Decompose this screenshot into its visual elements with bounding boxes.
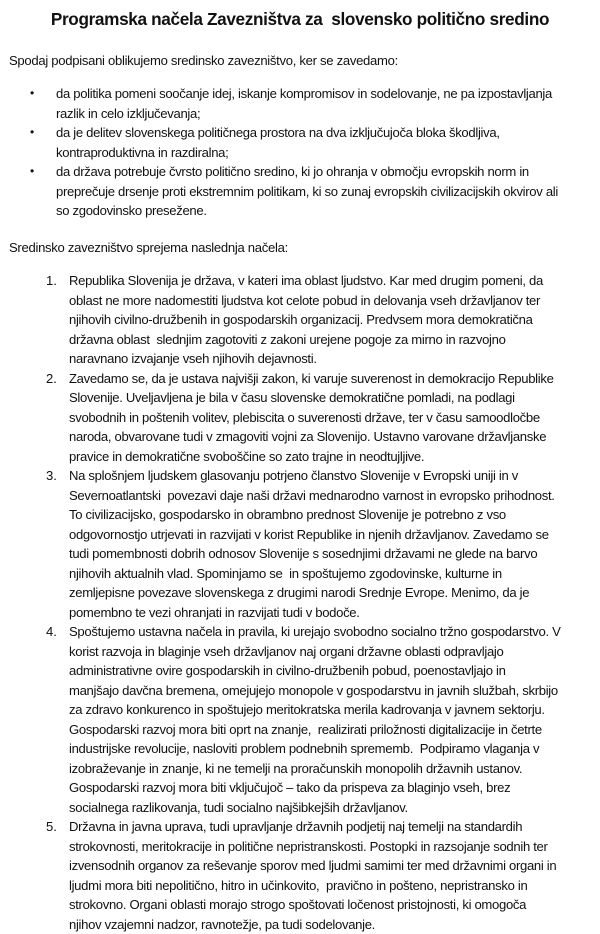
principle-text-line: naravnano izvajanje vseh njihovih dejavnosti.: [69, 349, 600, 369]
principle-text-line: tudi pomembnosti dobrih odnosov Slovenije s sosednjimi državami ne glede na barvo: [69, 544, 600, 564]
principle-text-line: Spoštujemo ustavna načela in pravila, ki urejajo svobodno socialno tržno gospodarstvo. V: [69, 622, 600, 642]
principle-text-line: pomembno te vezi ohranjati in razvijati tudi v bodoče.: [69, 603, 600, 623]
bullet-text-line: da politika pomeni soočanje idej, iskanje kompromisov in sodelovanje, ne pa izpostavljanja: [56, 84, 600, 104]
principle-text-line: državna oblast slednjim zagotoviti z zakoni urejene pogoje za mirno in razvojno: [69, 330, 600, 350]
principle-text-line: korist razvoja in blaginje vseh državljanov naj organi državne oblasti odpravljajo: [69, 642, 600, 662]
principle-text-line: izvensodnih organov za reševanje sporov med ljudmi samimi ter med državnimi organi in: [69, 856, 600, 876]
principle-text-line: oblast ne more nadomestiti ljudstva kot celote pobud in delovanja vseh državljanov ter: [69, 291, 600, 311]
bullet-text-line: kontraproduktivna in razdiralna;: [56, 143, 600, 163]
principle-item-4: [0, 622, 600, 817]
principle-text-line: svobodnih in poštenih volitev, plebiscita o suverenosti države, ter v času samoodločbe: [69, 408, 600, 428]
principle-text-line: ljudmi mora biti nepolitično, hitro in učinkovito, pravično in pošteno, nepristransko in: [69, 876, 600, 896]
bullet-text-line: da je delitev slovenskega političnega prostora na dva izključujoča bloka škodljiva,: [56, 123, 600, 143]
principle-text-line: Zavedamo se, da je ustava najvišji zakon, ki varuje suverenost in demokracijo Republike: [69, 369, 600, 389]
principle-text-line: naroda, obvarovane tudi v zmagoviti vojni za Slovenijo. Ustavno varovane državljanske: [69, 427, 600, 447]
principle-text-line: njihovih aktualnih vlad. Spominjamo se in spoštujemo zgodovinske, kulturne in: [69, 564, 600, 584]
bullet-marker-icon: •: [30, 123, 34, 143]
principle-text-line: industrijske revolucije, nasloviti problem podnebnih sprememb. Podpiramo vlaganja v: [69, 739, 600, 759]
bullet-text-line: preprečuje drsenje proti ekstremnim politikam, ki so zunaj evropskih civilizacijskih okvirov ali: [56, 182, 600, 202]
bullet-list: [0, 84, 600, 221]
principle-text-line: administrativne ovire gospodarskih in civilno-družbenih pobud, poenostavljajo in: [69, 661, 600, 681]
principle-text-line: odgovornostjo utrjevati in razvijati v korist Republike in njenih državljanov. Zavedamo se: [69, 525, 600, 545]
principle-item-1: [0, 271, 600, 369]
bullet-item: [0, 123, 600, 162]
bullet-text-line: so zgodovinsko presežene.: [56, 201, 600, 221]
principle-number: 3.: [46, 466, 57, 486]
principle-text-line: Na splošnjem ljudskem glasovanju potrjeno članstvo Slovenije v Evropski uniji in v: [69, 466, 600, 486]
principle-text-line: Severnoatlantski povezavi daje naši državi mednarodno varnost in evropsko prihodnost.: [69, 486, 600, 506]
bullet-marker-icon: •: [30, 84, 34, 104]
principles-list: [0, 271, 600, 934]
principle-text-line: Slovenije. Uveljavljena je bila v času slovenske demokratične pomladi, na podlagi: [69, 388, 600, 408]
principle-number: 4.: [46, 622, 57, 642]
principle-text-line: strokovnosti, meritokracije in politične nepristranskosti. Postopki in razsojanje sodnih ter: [69, 837, 600, 857]
principle-text-line: To civilizacijsko, gospodarsko in obrambno prednost Slovenije je potrebno z vso: [69, 505, 600, 525]
principle-item-3: [0, 466, 600, 622]
principle-number: 1.: [46, 271, 57, 291]
principle-text-line: Gospodarski razvoj mora biti oprt na znanje, realizirati priložnosti digitalizacije in četrte: [69, 720, 600, 740]
principle-text-line: Republika Slovenija je država, v kateri ima oblast ljudstvo. Kar med drugim pomeni, da: [69, 271, 600, 291]
bullet-text-line: da država potrebuje čvrsto politično sredino, ki jo ohranja v območju evropskih norm in: [56, 162, 600, 182]
principle-item-2: [0, 369, 600, 467]
principle-text-line: Gospodarski razvoj mora biti vključujoč – tako da prispeva za blaginjo vseh, brez: [69, 778, 600, 798]
principle-text-line: manjšajo davčna bremena, omejujejo monopole v gospodarstvu in javnih službah, skrbijo: [69, 681, 600, 701]
principle-text-line: izobraževanje in znanje, ki ne temelji na proračunskih monopolih državnih ustanov.: [69, 759, 600, 779]
principle-text-line: strokovno. Organi oblasti morajo strogo spoštovati ločenost pristojnosti, ki omogoča: [69, 895, 600, 915]
principle-number: 2.: [46, 369, 57, 389]
principle-text-line: zemljepisne povezave slovenskega z drugimi narodi Srednje Evrope. Menimo, da je: [69, 583, 600, 603]
principle-number: 5.: [46, 817, 57, 837]
document-title: Programska načela Zavezništva za slovensko politično sredino: [0, 9, 600, 30]
principle-text-line: socialnega razlikovanja, tudi socialno najšibkejših državljanov.: [69, 798, 600, 818]
principle-text-line: za zdravo konkurenco in spoštujejo meritokratska merila kadrovanja v javnem sektorju.: [69, 700, 600, 720]
bullet-item: [0, 162, 600, 221]
bullet-item: [0, 84, 600, 123]
principle-text-line: Državna in javna uprava, tudi upravljanje državnih podjetij naj temelji na standardih: [69, 817, 600, 837]
bullet-marker-icon: •: [30, 162, 34, 182]
principle-text-line: njihov vzajemni nadzor, ravnotežje, pa tudi sodelovanje.: [69, 915, 600, 934]
principle-item-5: [0, 817, 600, 934]
section-intro: Sredinsko zavezništvo sprejema naslednja načela:: [9, 240, 288, 255]
principle-text-line: njihovih civilno-družbenih in gospodarskih organizacij. Predvsem mora demokratična: [69, 310, 600, 330]
intro-paragraph: Spodaj podpisani oblikujemo sredinsko zavezništvo, ker se zavedamo:: [9, 53, 398, 68]
principle-text-line: pravice in demokratične svoboščine so zato trajne in neodtujljive.: [69, 447, 600, 467]
bullet-text-line: razlik in celo izključevanja;: [56, 104, 600, 124]
